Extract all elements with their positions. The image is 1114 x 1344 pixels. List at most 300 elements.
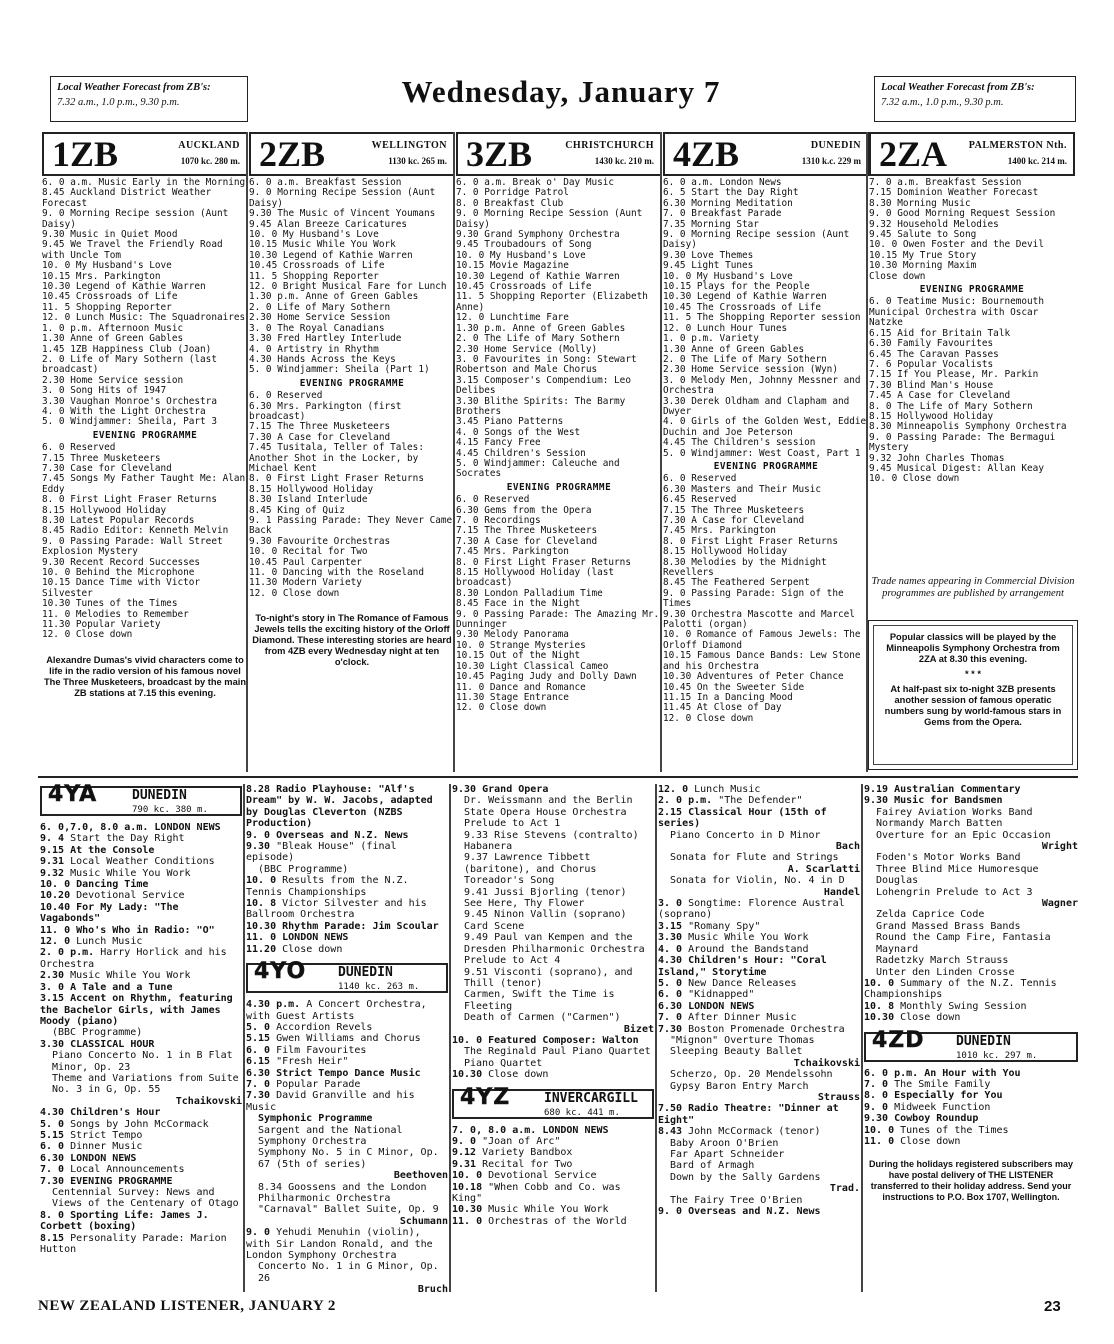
boxed-note — [868, 620, 1078, 770]
programme-item: 7.15 The Three Musketeers — [663, 504, 805, 516]
programme-item: 8.30 London Palladium Time — [456, 587, 603, 599]
station-column — [869, 132, 1075, 485]
programme-item: 7.30 Blind Man's House — [869, 379, 994, 391]
programme-item: 10.45 Crossroads of Life — [456, 281, 592, 293]
programme-time: 2.30 — [40, 970, 65, 982]
station-code: 4YZ — [460, 1084, 511, 1110]
programme-title: Accordion Revels — [276, 1021, 373, 1033]
programme-time: 11. 0 — [452, 1215, 483, 1227]
programme-title: Fairey Aviation Works Band — [876, 806, 1033, 818]
programme-title: "Joan of Arc" — [482, 1135, 561, 1147]
programme-item — [40, 925, 242, 936]
programme-item — [40, 833, 242, 844]
programme-item: 10.30 Tunes of the Times — [42, 598, 178, 610]
programme-item — [864, 1102, 1078, 1113]
programme-item — [246, 944, 448, 955]
programme-item: 3. 0 Melody Men, Johnny Messner and Orchestra — [663, 374, 861, 397]
station-city: DUNEDIN — [338, 965, 393, 981]
programme-item: 5. 0 Windjammer: Caleuche and Socrates — [456, 457, 620, 480]
programme-item: 1.30 p.m. Anne of Green Gables — [249, 291, 419, 303]
programme-time: 9.15 — [40, 844, 65, 856]
station-header — [456, 132, 662, 176]
programme-item: 7.15 Three Musketeers — [42, 452, 161, 464]
programme-item: 6. 0 Teatime Music: Bournemouth Municipal Orchestra with Oscar Natzke — [869, 296, 1044, 329]
programme-title: Three Blind Mice Humoresque Douglas — [876, 863, 1039, 887]
programme-time: 10. 0 — [246, 875, 277, 887]
programme-time: 9.30 — [864, 795, 889, 807]
programme-item: 11. 0 Dancing with the Roseland — [249, 567, 424, 579]
section-divider — [38, 776, 1078, 778]
programme-item — [452, 955, 654, 966]
programme-title: Sargent and the National Symphony Orchestra — [258, 1124, 403, 1147]
programme-title: Centennial Survey: News and Views of the Centenary of Otago — [52, 1187, 239, 1210]
programme-item: 10.30 Legend of Kathie Warren — [42, 281, 206, 293]
programme-time: 9.19 — [864, 784, 889, 795]
station-logo — [864, 1027, 1078, 1062]
programme-item — [658, 1024, 860, 1035]
programme-item: 7.45 A Case for Cleveland — [869, 390, 1011, 402]
programme-item: 10.45 Paul Carpenter — [249, 556, 362, 568]
programme-item: 8.15 Hollywood Holiday — [869, 410, 994, 422]
programme-item — [246, 898, 448, 921]
programme-time: 8.43 — [658, 1126, 683, 1138]
programme-item: 6. 5 Start the Day Right — [663, 187, 799, 199]
programme-title: Local Announcements — [70, 1164, 185, 1176]
programme-item — [246, 875, 448, 898]
programme-title: Children's Hour: "Coral Island," Storytime — [658, 955, 827, 978]
programme-item: 6.30 Gems from the Opera — [456, 504, 592, 516]
programme-title: Baby Aroon O'Brien — [670, 1137, 779, 1149]
programme-item: 6.15 Aid for Britain Talk — [869, 327, 1011, 339]
programme-title: Overseas and N.Z. News — [276, 829, 409, 841]
programme-item — [246, 999, 448, 1022]
composer-credit: Wright — [1041, 841, 1078, 853]
programme-item: 8.45 Radio Editor: Kenneth Melvin — [42, 525, 229, 537]
programme-title: Results from the N.Z. Tennis Championships — [246, 875, 409, 898]
programme-list — [42, 178, 248, 641]
programme-item: 7.15 The Three Musketeers — [249, 421, 391, 433]
programme-item: 11. 5 The Shopping Reporter session — [663, 312, 861, 324]
programme-time: 10. 0 — [864, 1124, 895, 1136]
programme-item — [658, 944, 860, 955]
programme-item — [40, 879, 242, 890]
programme-item: 7. 0 Recordings — [456, 515, 541, 526]
page-title: Wednesday, January 7 — [401, 74, 721, 109]
programme-item: 1. 0 p.m. Variety — [663, 333, 759, 345]
programme-item: 10.30 Light Classical Cameo — [456, 660, 609, 672]
programme-item: 9.45 Troubadours of Song — [456, 239, 592, 251]
programme-item — [40, 856, 242, 867]
programme-item: 9. 0 Morning Recipe Session (Aunt Daisy) — [456, 208, 643, 230]
programme-item — [658, 1160, 860, 1171]
programme-time: 6.30 — [40, 1152, 65, 1164]
programme-item — [658, 1172, 860, 1183]
programme-item — [40, 993, 242, 1027]
programme-item: 9.30 Recent Record Successes — [42, 556, 201, 568]
programme-title: David Granville and his Music — [246, 1090, 415, 1113]
programme-item: 4.30 Hands Across the Keys — [249, 353, 396, 365]
programme-item — [40, 982, 242, 993]
composer-credit: Beethoven — [393, 1170, 448, 1182]
programme-item: 3.45 Piano Patterns — [456, 416, 564, 428]
programme-item: 9. 0 Passing Parade: Wall Street Explosion Mystery — [42, 535, 223, 558]
programme-item — [246, 1227, 448, 1261]
programme-time: 7. 0 — [40, 1164, 65, 1176]
station-frequency: 1130 kc. 265 m. — [388, 156, 447, 166]
programme-time: 3.15 — [658, 920, 683, 932]
station-column — [42, 132, 248, 699]
programme-item — [246, 1056, 448, 1067]
programme-item — [658, 921, 860, 932]
programme-item — [452, 1012, 654, 1023]
programme-title: Gwen Williams and Chorus — [276, 1033, 421, 1045]
programme-item: 10. 0 Romance of Famous Jewels: The Orloff Diamond — [663, 629, 861, 651]
programme-title: Sleeping Beauty Ballet — [670, 1046, 803, 1058]
programme-item — [864, 1113, 1078, 1124]
programme-item — [864, 967, 1078, 978]
programme-item: 10.15 Famous Dance Bands: Lew Stone and his Orchestra — [663, 650, 861, 672]
bottom-column — [452, 784, 654, 1227]
programme-title: Far Apart Schneider — [670, 1149, 785, 1160]
programme-item: 3. 0 Song Hits of 1947 — [42, 385, 167, 397]
programme-item: 9.30 Grand Symphony Orchestra — [456, 229, 620, 241]
station-code: 1ZB — [52, 134, 119, 174]
programme-title: Unter den Linden Crosse — [876, 966, 1015, 978]
programme-title: "Mignon" Overture Thomas — [670, 1034, 815, 1046]
composer-credit: Bizet — [623, 1023, 654, 1035]
programme-item: 7.15 Dominion Weather Forecast — [869, 187, 1039, 199]
programme-item: 8. 0 The Life of Mary Sothern — [869, 400, 1033, 412]
programme-title: Lunch Music — [694, 784, 761, 795]
station-header — [249, 132, 455, 176]
station-frequency: 1070 kc. 280 m. — [180, 156, 240, 166]
trade-names-note: Trade names appearing in Commercial Division programmes are published by arrangement — [871, 576, 1075, 599]
programme-item — [40, 1164, 242, 1175]
programme-item: 2. 0 The Life of Mary Sothern — [663, 353, 827, 365]
programme-time: 8.28 — [246, 784, 271, 795]
column-divider — [453, 132, 455, 772]
programme-title: "Bleak House" (final episode) — [246, 841, 397, 864]
programme-item: 6. 0 Reserved — [249, 390, 323, 402]
programme-time: 7. 0 — [658, 1012, 683, 1024]
programme-item: 8. 0 Breakfast Club — [456, 197, 564, 209]
programme-item — [658, 1081, 860, 1092]
boxed-note-p2: At half-past six to-night 3ZB presents another session of famous operatic numbers sung by world-famous stars in Gems from the Opera. — [884, 684, 1062, 727]
programme-item: 3.30 Vaughan Monroe's Orchestra — [42, 395, 217, 407]
programme-item: 10. 0 My Husband's Love — [249, 229, 379, 241]
programme-item — [452, 1046, 654, 1057]
programme-item — [40, 1176, 242, 1187]
programme-item — [40, 1233, 242, 1256]
programme-item: 12. 0 Bright Musical Fare for Lunch — [249, 281, 447, 293]
subscriber-note: During the holidays registered subscribers may have postal delivery of THE LISTENER transferred to their holiday address. Send your instructions to P.O. Box 1707, Wellington. — [868, 1159, 1074, 1203]
programme-item — [452, 989, 654, 1012]
station-code: 4YA — [48, 782, 98, 807]
programme-item — [246, 1022, 448, 1033]
programme-item: 12. 0 Lunch Music: The Squadronaires — [42, 312, 246, 324]
programme-title: Devotional Service — [488, 1170, 597, 1182]
programme-item: 11. 5 Shopping Reporter — [42, 301, 172, 313]
programme-item — [246, 1147, 448, 1170]
programme-item — [452, 1147, 654, 1158]
programme-title: Recital for Two — [482, 1158, 573, 1170]
bottom-column — [246, 784, 448, 1296]
programme-time: 9. 0 — [658, 1206, 683, 1218]
programme-title: The Fairy Tree O'Brien — [670, 1194, 803, 1206]
station-city: PALMERSTON Nth. — [968, 140, 1067, 151]
programme-item — [658, 1149, 860, 1160]
station-frequency: 1430 kc. 210 m. — [594, 156, 654, 166]
programme-item: 10.15 Movie Magazine — [456, 260, 569, 272]
programme-time: 3.15 — [40, 993, 65, 1005]
station-code: 4YO — [254, 959, 307, 985]
programme-title: Orchestras of the World — [488, 1215, 627, 1227]
programme-item: 6. 0 Reserved — [456, 494, 530, 506]
programme-title: 9.41 Jussi Bjorling (tenor) — [464, 886, 627, 898]
programme-item: 1.30 Anne of Green Gables — [42, 333, 184, 345]
programme-time: 7. 0 — [864, 1078, 889, 1090]
programme-item — [40, 845, 242, 856]
programme-title: After Dinner Music — [688, 1012, 797, 1024]
programme-item — [40, 947, 242, 970]
programme-item — [246, 921, 448, 932]
programme-item: 10. 0 Owen Foster and the Devil — [869, 239, 1044, 251]
programme-item — [864, 807, 1078, 818]
programme-time: 5. 0 — [246, 1021, 271, 1033]
programme-title: Piano Concerto No. 1 in B Flat Minor, Op. 23 — [52, 1050, 233, 1073]
composer-credit: Handel — [823, 886, 860, 898]
programme-item: 7.45 Mrs. Parkington — [456, 546, 569, 558]
programme-time: 6.30 — [246, 1067, 271, 1079]
programme-item — [658, 1138, 860, 1149]
programme-item: 11. 0 Melodies to Remember — [42, 608, 189, 620]
programme-title: 9.51 Visconti (soprano), and Thill (tenor) — [464, 966, 633, 989]
station-header — [663, 132, 869, 176]
programme-item — [40, 868, 242, 879]
column-divider — [861, 784, 863, 1292]
programme-item — [452, 1069, 654, 1080]
programme-item: 6. 0 a.m. Break o' Day Music — [456, 177, 615, 188]
programme-time: 12. 0 — [40, 936, 71, 948]
programme-item — [246, 1033, 448, 1044]
programme-item — [452, 830, 654, 841]
programme-item: 9.45 Light Tunes — [663, 260, 754, 272]
programme-item — [246, 1204, 448, 1215]
programme-title: Theme and Variations from Suite No. 3 in G, Op. 55 — [52, 1072, 239, 1096]
programme-item: 8. 0 First Light Fraser Returns — [249, 473, 424, 485]
programme-item: 12. 0 Lunchtime Fare — [456, 312, 569, 324]
station-code: 4ZD — [872, 1027, 925, 1053]
programme-item: 9. 0 Good Morning Request Session — [869, 208, 1056, 220]
programme-item — [40, 1187, 242, 1210]
programme-title: Dancing Time — [76, 879, 149, 891]
programme-item: 11. 5 Shopping Reporter — [249, 270, 379, 282]
programme-title: Round the Camp Fire, Fantasia Maynard — [876, 932, 1051, 955]
programme-time: 10. 8 — [246, 898, 277, 910]
programme-time: 10. 0 — [40, 879, 71, 891]
programme-item: 12. 0 Close down — [663, 712, 754, 724]
programme-item — [452, 852, 654, 875]
station-city: INVERCARGILL — [544, 1090, 638, 1106]
programme-title: Monthly Swing Session — [900, 1000, 1027, 1012]
programme-item: 8.15 Hollywood Holiday — [663, 546, 788, 558]
programme-item — [452, 875, 654, 886]
programme-item: 10.30 Morning Maxim — [869, 260, 977, 272]
programme-time: 6. 0 — [40, 1141, 65, 1153]
programme-item — [40, 1210, 242, 1233]
programme-item — [40, 890, 242, 901]
programme-title: Accent on Rhythm, featuring the Bachelor Girls, with James Moody (piano) — [40, 993, 233, 1027]
programme-item — [864, 887, 1078, 898]
programme-title: Zelda Caprice Code — [876, 909, 985, 921]
programme-time: 9. 0 — [246, 829, 271, 841]
programme-time: 10.20 — [40, 890, 71, 902]
programme-title: Death of Carmen ("Carmen") — [464, 1012, 621, 1024]
programme-title: LONDON NEWS — [154, 822, 221, 833]
programme-item — [864, 795, 1078, 806]
programme-item: 10.30 Legend of Kathie Warren — [663, 291, 827, 303]
programme-title: Songtime: Florence Austral (soprano) — [658, 898, 845, 921]
programme-item: 9.30 Music in Quiet Mood — [42, 229, 178, 241]
programme-item: 4. 0 Girls of the Golden West, Eddie Duchin and Joe Peterson — [663, 416, 867, 438]
programme-item: 11.30 Stage Entrance — [456, 691, 569, 703]
programme-item: 10.15 Out of the Night — [456, 650, 581, 662]
programme-item — [452, 1159, 654, 1170]
programme-time: 8. 0 — [40, 1209, 65, 1221]
programme-item: 9.32 Household Melodies — [869, 218, 999, 230]
programme-item: 8.30 Island Interlude — [249, 494, 368, 506]
programme-time: 10.18 — [452, 1181, 483, 1193]
evening-heading: EVENING PROGRAMME — [299, 377, 405, 389]
programme-item — [246, 1090, 448, 1113]
programme-title: Music While You Work — [688, 932, 809, 944]
programme-title: Music While You Work — [70, 970, 191, 982]
programme-item: 8.15 Hollywood Holiday — [42, 504, 167, 516]
programme-item: 7.45 Songs My Father Taught Me: Alan Eddy — [42, 473, 246, 495]
programme-item: 9.30 Orchestra Mascotte and Marcel Palotti (organ) — [663, 608, 855, 631]
programme-title: EVENING PROGRAMME — [70, 1175, 173, 1187]
programme-item: 8.45 The Feathered Serpent — [663, 577, 810, 589]
programme-item: 10.45 The Crossroads of Life — [663, 301, 822, 313]
programme-item — [40, 1119, 242, 1130]
programme-item — [658, 898, 860, 921]
programme-item — [246, 841, 448, 864]
programme-time: 7.30 — [40, 1175, 65, 1187]
programme-item — [864, 1012, 1078, 1023]
programme-item: 6.30 Masters and Their Music — [663, 483, 822, 495]
programme-item: 8.45 Face in the Night — [456, 598, 581, 610]
programme-item: 12. 0 Close down — [249, 587, 340, 599]
programme-item: 9.45 Musical Digest: Allan Keay — [869, 462, 1044, 474]
programme-title: Film Favourites — [276, 1044, 367, 1056]
programme-title: Personality Parade: Marion Hutton — [40, 1232, 227, 1256]
programme-item: 2.30 Home Service (Molly) — [456, 343, 598, 355]
programme-title: 9.33 Rise Stevens (contralto) — [464, 829, 639, 841]
programme-item: 9.32 John Charles Thomas — [869, 452, 1005, 464]
programme-item — [40, 936, 242, 947]
station-city: AUCKLAND — [178, 140, 240, 151]
programme-time: 10. 0 — [864, 977, 895, 989]
programme-item: 3.15 Composer's Compendium: Leo Delibes — [456, 374, 631, 397]
programme-title: (BBC Programme) — [52, 1027, 143, 1039]
programme-title: Music While You Work — [488, 1204, 609, 1216]
station-header — [42, 132, 248, 176]
programme-title: An Hour with You — [924, 1067, 1021, 1079]
programme-item: 3.30 Derek Oldham and Clapham and Dwyer — [663, 395, 850, 417]
programme-item — [658, 875, 860, 886]
programme-item — [864, 921, 1078, 932]
programme-item: 10. 0 My Husband's Love — [456, 249, 586, 261]
programme-item — [246, 1079, 448, 1090]
programme-title: Popular Parade — [276, 1078, 361, 1090]
programme-item — [658, 807, 860, 830]
programme-title: Foden's Motor Works Band — [876, 852, 1021, 864]
programme-item: 4.45 Children's Session — [456, 447, 586, 459]
boxed-note-p1: Popular classics will be played by the Minneapolis Symphony Orchestra from 2ZA at 8.30 this evening. — [886, 632, 1060, 664]
programme-title: Overture for an Epic Occasion — [876, 829, 1051, 841]
page-number: 23 — [1044, 1298, 1061, 1315]
programme-title: Cowboy Roundup — [894, 1113, 979, 1125]
programme-time: 7. 0, 8.0 a.m. — [452, 1124, 537, 1136]
programme-item — [658, 989, 860, 1000]
programme-item: 7. 0 a.m. Breakfast Session — [869, 177, 1022, 188]
programme-title: Who's Who in Radio: "O" — [76, 924, 215, 936]
programme-item — [246, 1261, 448, 1284]
evening-heading: EVENING PROGRAMME — [919, 284, 1025, 296]
programme-title: Bard of Armagh — [670, 1160, 755, 1172]
programme-item: 10. 0 My Husband's Love — [42, 260, 172, 272]
programme-title: Summary of the N.Z. Tennis Championships — [864, 977, 1057, 1001]
programme-time: 5. 0 — [40, 1118, 65, 1130]
programme-item — [864, 1090, 1078, 1101]
programme-title: The Reginald Paul Piano Quartet — [464, 1046, 651, 1058]
programme-item: 2.30 Home Service Session — [249, 312, 391, 324]
programme-item — [452, 841, 654, 852]
programme-item: 1.30 p.m. Anne of Green Gables — [456, 322, 626, 334]
station-code: 3ZB — [466, 134, 533, 174]
programme-time: 10.40 — [40, 901, 71, 913]
programme-title: Habanera — [464, 841, 513, 853]
programme-title: Children's Hour — [70, 1107, 161, 1119]
programme-title: Card Scene — [464, 920, 525, 932]
programme-item: 6. 0 Reserved — [663, 473, 737, 485]
programme-item — [452, 784, 654, 795]
programme-title: Lunch Music — [76, 936, 143, 948]
programme-time: 2.15 — [658, 806, 683, 818]
programme-time: 6. 0 — [246, 1044, 271, 1056]
programme-item — [658, 1103, 860, 1126]
programme-title: Victor Silvester and his Ballroom Orchestra — [246, 898, 427, 921]
programme-item: 7.30 A Case for Cleveland — [456, 535, 598, 547]
programme-title: Sporting Life: James J. Corbett (boxing) — [40, 1209, 209, 1233]
programme-time: 2. 0 p.m. — [658, 795, 713, 807]
station-column — [663, 132, 869, 724]
forecast-title: Local Weather Forecast from ZB's: — [881, 82, 1035, 93]
programme-item — [246, 1045, 448, 1056]
programme-item: 2.30 Home Service session — [42, 374, 184, 386]
boxed-note-stars: * * * — [964, 669, 982, 679]
column-divider — [243, 784, 245, 1292]
composer-credit: A. Scarlatti — [787, 863, 860, 875]
programme-item: 9. 0 Morning Recipe session (Aunt Daisy) — [42, 208, 229, 230]
programme-time: 4.30 — [658, 955, 683, 967]
programme-item: 6. 0 a.m. London News — [663, 177, 782, 188]
programme-item — [40, 1039, 242, 1050]
station-code: 2ZB — [259, 134, 326, 174]
programme-item — [864, 955, 1078, 966]
programme-time: 2. 0 p.m. — [40, 947, 95, 959]
programme-item — [864, 1001, 1078, 1012]
